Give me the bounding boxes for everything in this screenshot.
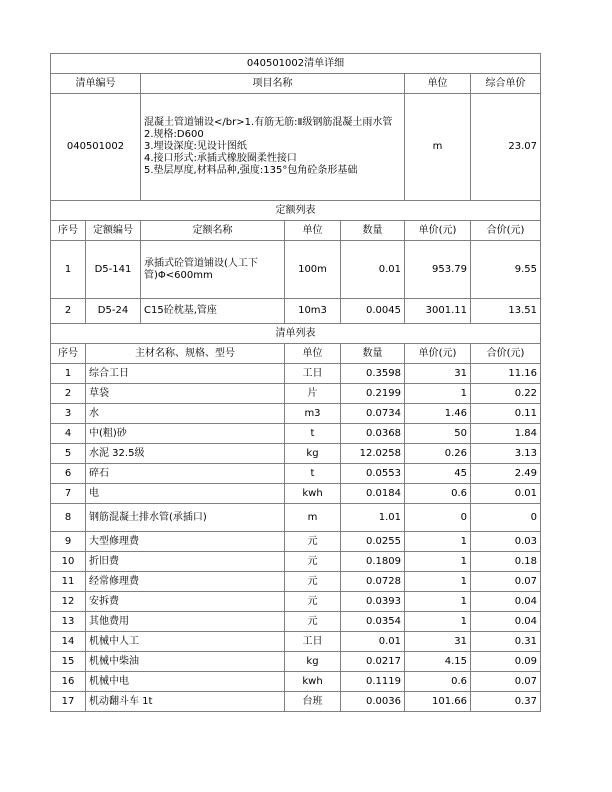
list-row — [51, 444, 541, 464]
quota-unit: 100m — [285, 241, 341, 299]
list-name: 安拆费 — [86, 592, 285, 612]
list-index: 2 — [51, 384, 86, 404]
list-unit-price: 31 — [405, 364, 471, 384]
list-unit: kg — [285, 652, 341, 672]
list-index: 5 — [51, 444, 86, 464]
quota-header-index: 序号 — [51, 221, 86, 241]
quota-index: 1 — [51, 241, 86, 299]
bill-price: 23.07 — [471, 94, 541, 201]
quota-qty: 0.01 — [341, 241, 405, 299]
list-row — [51, 632, 541, 652]
quota-header-name: 定额名称 — [141, 221, 285, 241]
list-index: 15 — [51, 652, 86, 672]
bill-detail-table — [50, 53, 541, 712]
list-name: 大型修理费 — [86, 532, 285, 552]
list-index: 4 — [51, 424, 86, 444]
list-total: 0.09 — [471, 652, 541, 672]
list-unit-price: 101.66 — [405, 692, 471, 712]
list-total: 0.04 — [471, 592, 541, 612]
list-unit-price: 1 — [405, 592, 471, 612]
list-unit: t — [285, 424, 341, 444]
list-unit: t — [285, 464, 341, 484]
list-row — [51, 364, 541, 384]
bill-item-row — [51, 94, 541, 201]
bill-code: 040501002 — [51, 94, 141, 201]
list-qty: 0.0728 — [341, 572, 405, 592]
table-title-row — [51, 54, 541, 74]
list-name: 其他费用 — [86, 612, 285, 632]
list-row — [51, 552, 541, 572]
list-unit-price: 4.15 — [405, 652, 471, 672]
list-total: 0.31 — [471, 632, 541, 652]
list-unit: 片 — [285, 384, 341, 404]
list-qty: 1.01 — [341, 504, 405, 532]
list-header-qty: 数量 — [341, 344, 405, 364]
list-qty: 0.3598 — [341, 364, 405, 384]
list-index: 11 — [51, 572, 86, 592]
list-name: 水 — [86, 404, 285, 424]
list-unit: m — [285, 504, 341, 532]
list-row — [51, 672, 541, 692]
list-name: 机械中人工 — [86, 632, 285, 652]
list-row — [51, 464, 541, 484]
list-unit-price: 1 — [405, 572, 471, 592]
bill-header-row — [51, 74, 541, 94]
list-name: 钢筋混凝土排水管(承插口) — [86, 504, 285, 532]
list-qty: 0.0217 — [341, 652, 405, 672]
list-total: 0.03 — [471, 532, 541, 552]
list-row — [51, 592, 541, 612]
list-unit: 元 — [285, 612, 341, 632]
list-name: 机械中柴油 — [86, 652, 285, 672]
list-total: 0.11 — [471, 404, 541, 424]
header-name: 项目名称 — [141, 74, 405, 94]
list-total: 0 — [471, 504, 541, 532]
list-name: 碎石 — [86, 464, 285, 484]
list-qty: 0.01 — [341, 632, 405, 652]
quota-header-unit-price: 单价(元) — [405, 221, 471, 241]
list-row — [51, 484, 541, 504]
quota-code: D5-24 — [86, 299, 141, 324]
list-index: 6 — [51, 464, 86, 484]
list-row — [51, 532, 541, 552]
quota-total: 9.55 — [471, 241, 541, 299]
quota-header-code: 定额编号 — [86, 221, 141, 241]
quota-index: 2 — [51, 299, 86, 324]
list-unit-price: 1 — [405, 532, 471, 552]
quota-section-row — [51, 201, 541, 221]
list-unit: m3 — [285, 404, 341, 424]
quota-total: 13.51 — [471, 299, 541, 324]
list-unit-price: 50 — [405, 424, 471, 444]
list-unit-price: 1 — [405, 552, 471, 572]
list-name: 机械中电 — [86, 672, 285, 692]
list-index: 10 — [51, 552, 86, 572]
list-total: 0.07 — [471, 672, 541, 692]
header-unit: 单位 — [405, 74, 471, 94]
list-row — [51, 504, 541, 532]
list-header-index: 序号 — [51, 344, 86, 364]
table-title: 040501002清单详细 — [51, 54, 541, 74]
quota-row — [51, 299, 541, 324]
bill-unit: m — [405, 94, 471, 201]
list-section-row — [51, 324, 541, 344]
list-index: 12 — [51, 592, 86, 612]
list-index: 3 — [51, 404, 86, 424]
list-qty: 0.0368 — [341, 424, 405, 444]
list-unit: 台班 — [285, 692, 341, 712]
list-unit-price: 31 — [405, 632, 471, 652]
list-header-name: 主材名称、规格、型号 — [86, 344, 285, 364]
list-qty: 0.0734 — [341, 404, 405, 424]
quota-section-title: 定额列表 — [51, 201, 541, 221]
description-line: 2.规格:D600 — [144, 129, 204, 140]
list-qty: 0.0036 — [341, 692, 405, 712]
quota-unit-price: 3001.11 — [405, 299, 471, 324]
list-qty: 0.0184 — [341, 484, 405, 504]
list-qty: 0.2199 — [341, 384, 405, 404]
list-name: 草袋 — [86, 384, 285, 404]
quota-unit-price: 953.79 — [405, 241, 471, 299]
list-unit-price: 0 — [405, 504, 471, 532]
list-row — [51, 424, 541, 444]
list-body — [51, 364, 541, 712]
list-header-row — [51, 344, 541, 364]
list-index: 13 — [51, 612, 86, 632]
header-price: 综合单价 — [471, 74, 541, 94]
quota-name: C15砼枕基,管座 — [141, 299, 285, 324]
description-line: 4.接口形式:承插式橡胶圈柔性接口 — [144, 153, 297, 164]
list-unit-price: 0.6 — [405, 672, 471, 692]
quota-row — [51, 241, 541, 299]
quota-name: 承插式砼管道铺设(人工下管)Φ<600mm — [141, 241, 285, 299]
list-row — [51, 404, 541, 424]
list-index: 17 — [51, 692, 86, 712]
list-unit-price: 0.26 — [405, 444, 471, 464]
quota-header-unit: 单位 — [285, 221, 341, 241]
quota-header-row — [51, 221, 541, 241]
list-unit: 元 — [285, 532, 341, 552]
quota-code: D5-141 — [86, 241, 141, 299]
list-unit-price: 1.46 — [405, 404, 471, 424]
list-total: 11.16 — [471, 364, 541, 384]
list-index: 9 — [51, 532, 86, 552]
list-qty: 12.0258 — [341, 444, 405, 464]
list-index: 16 — [51, 672, 86, 692]
list-unit: kwh — [285, 672, 341, 692]
list-name: 折旧费 — [86, 552, 285, 572]
list-index: 8 — [51, 504, 86, 532]
list-total: 0.04 — [471, 612, 541, 632]
list-total: 0.01 — [471, 484, 541, 504]
bill-description — [141, 94, 405, 201]
list-header-total: 合价(元) — [471, 344, 541, 364]
list-unit: 元 — [285, 592, 341, 612]
list-row — [51, 384, 541, 404]
list-qty: 0.1119 — [341, 672, 405, 692]
list-total: 0.37 — [471, 692, 541, 712]
list-row — [51, 652, 541, 672]
list-qty: 0.0354 — [341, 612, 405, 632]
list-name: 水泥 32.5级 — [86, 444, 285, 464]
list-unit-price: 1 — [405, 612, 471, 632]
list-unit: 元 — [285, 552, 341, 572]
list-unit: 工日 — [285, 632, 341, 652]
list-unit: kwh — [285, 484, 341, 504]
list-name: 中(粗)砂 — [86, 424, 285, 444]
list-total: 3.13 — [471, 444, 541, 464]
list-index: 1 — [51, 364, 86, 384]
list-row — [51, 692, 541, 712]
list-unit-price: 45 — [405, 464, 471, 484]
list-name: 综合工日 — [86, 364, 285, 384]
list-name: 经常修理费 — [86, 572, 285, 592]
list-unit: 工日 — [285, 364, 341, 384]
list-name: 机动翻斗车 1t — [86, 692, 285, 712]
list-total: 1.84 — [471, 424, 541, 444]
quota-header-qty: 数量 — [341, 221, 405, 241]
list-row — [51, 612, 541, 632]
list-header-unit-price: 单价(元) — [405, 344, 471, 364]
list-unit: kg — [285, 444, 341, 464]
list-row — [51, 572, 541, 592]
list-unit: 元 — [285, 572, 341, 592]
list-index: 14 — [51, 632, 86, 652]
list-qty: 0.0393 — [341, 592, 405, 612]
list-name: 电 — [86, 484, 285, 504]
quota-unit: 10m3 — [285, 299, 341, 324]
list-unit-price: 1 — [405, 384, 471, 404]
description-line: 混凝土管道铺设</br>1.有筋无筋:Ⅱ级钢筋混凝土雨水管 — [144, 117, 393, 128]
list-total: 2.49 — [471, 464, 541, 484]
list-index: 7 — [51, 484, 86, 504]
list-unit-price: 0.6 — [405, 484, 471, 504]
quota-qty: 0.0045 — [341, 299, 405, 324]
list-header-unit: 单位 — [285, 344, 341, 364]
description-line: 3.埋设深度:见设计图纸 — [144, 141, 247, 152]
list-total: 0.07 — [471, 572, 541, 592]
quota-header-total: 合价(元) — [471, 221, 541, 241]
list-qty: 0.0255 — [341, 532, 405, 552]
header-code: 清单编号 — [51, 74, 141, 94]
list-qty: 0.1809 — [341, 552, 405, 572]
list-total: 0.18 — [471, 552, 541, 572]
list-total: 0.22 — [471, 384, 541, 404]
description-line: 5.垫层厚度,材料品种,强度:135°包角砼条形基础 — [144, 165, 358, 176]
list-qty: 0.0553 — [341, 464, 405, 484]
list-section-title: 清单列表 — [51, 324, 541, 344]
